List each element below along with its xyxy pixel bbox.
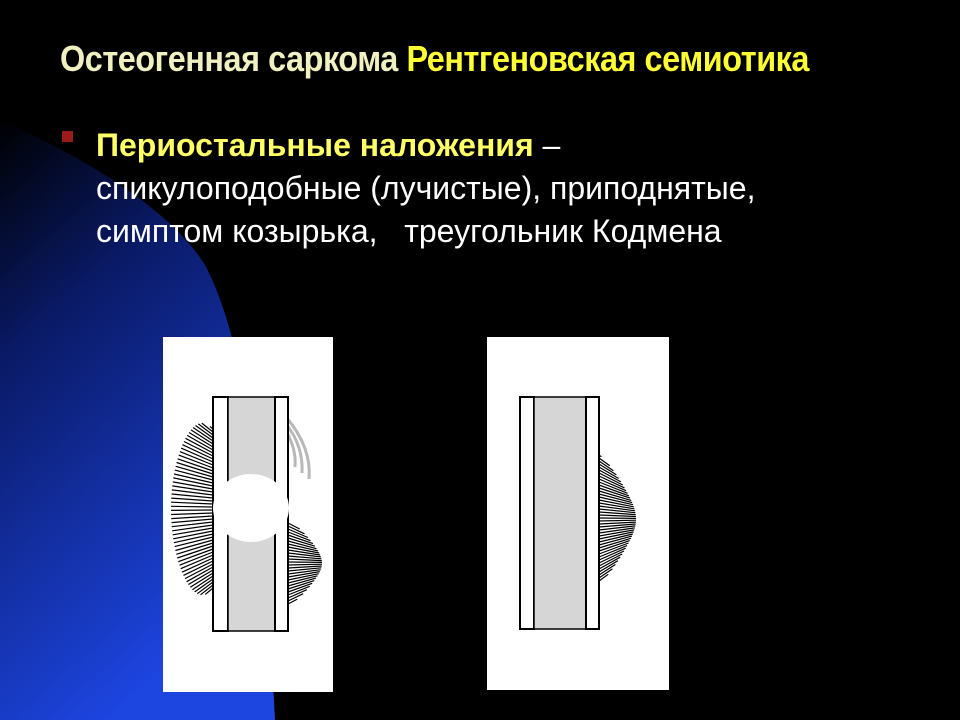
bullet-text	[96, 124, 916, 253]
bone-diagram-1-drawing	[163, 337, 333, 692]
title-part-2: Рентгеновская семиотика	[406, 38, 810, 79]
title-part-1: Остеогенная саркома	[60, 38, 398, 79]
slide-title	[60, 38, 809, 80]
bullet-heading: Периостальные наложения	[96, 127, 534, 163]
bone-diagram-radial-spiculae	[487, 337, 669, 690]
bullet-line-3: симптом козырька, треугольник Кодмена	[96, 213, 722, 249]
bullet-line-2: спикулоподобные (лучистые), приподнятые,	[96, 170, 756, 206]
bone-diagram-spiculae-codman	[163, 337, 333, 692]
bone-diagram-2-drawing	[487, 337, 669, 690]
bullet-dash: –	[533, 127, 561, 163]
square-bullet-icon	[62, 131, 73, 142]
